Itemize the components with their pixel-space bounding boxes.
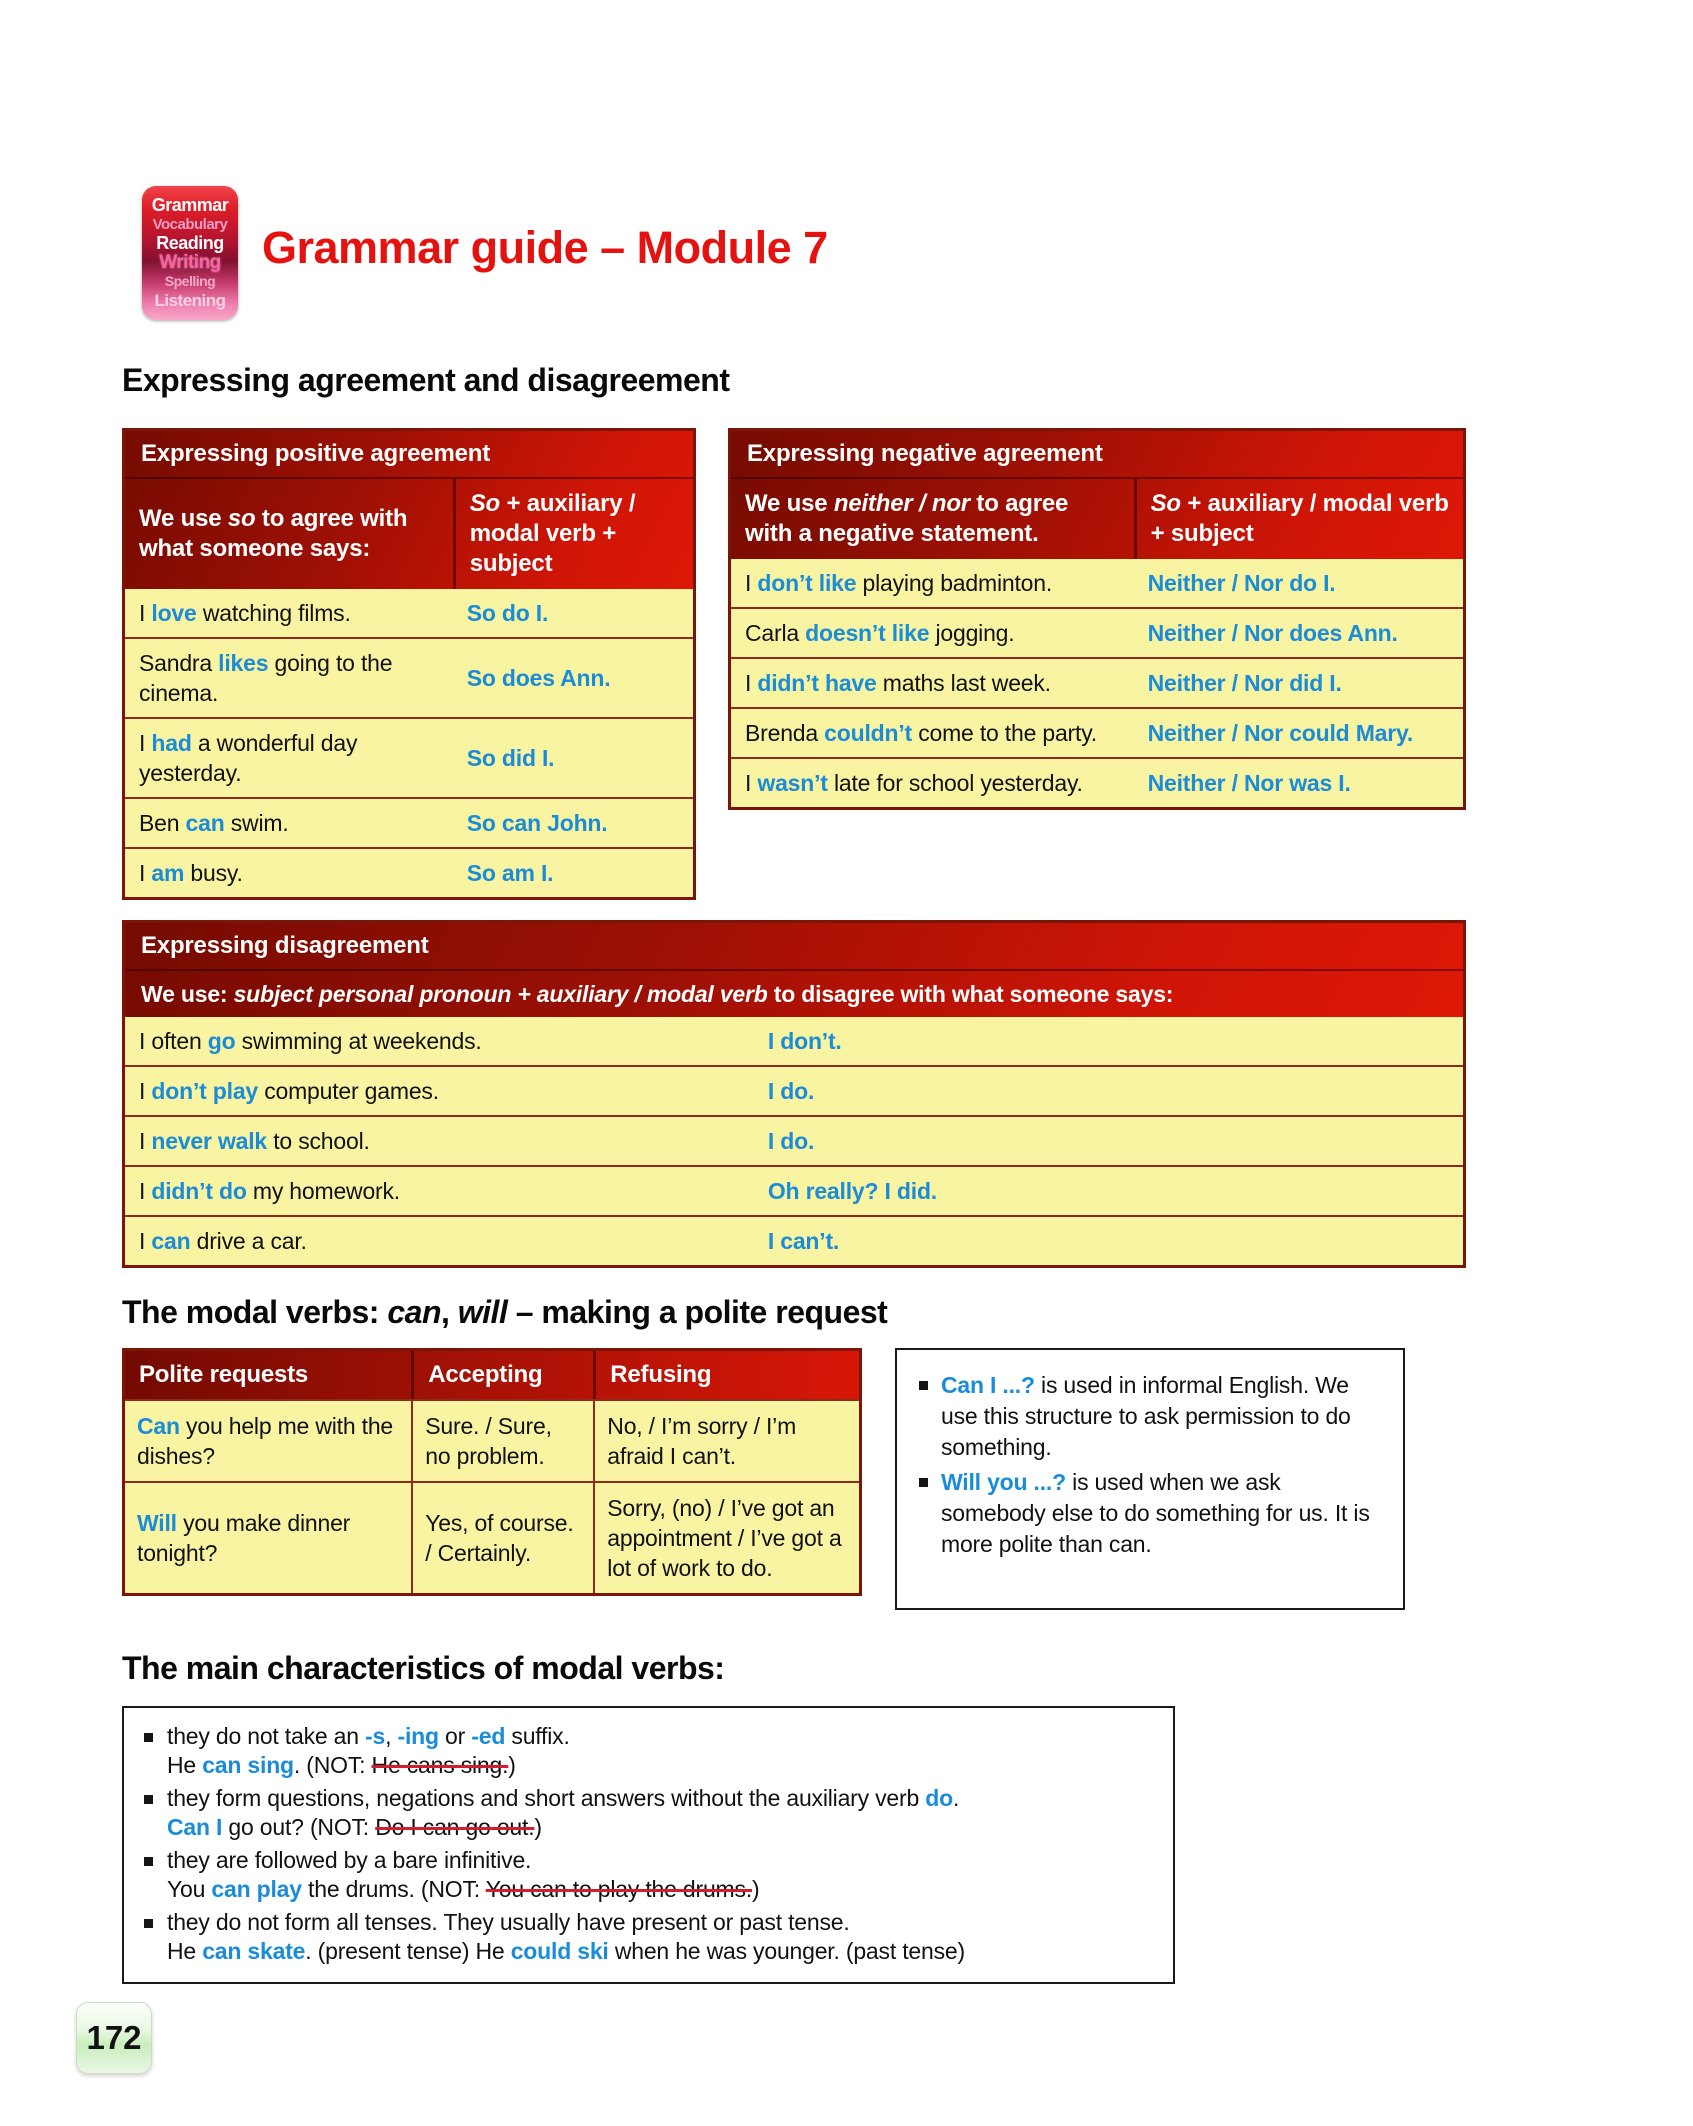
example-text: You can play the drums. (NOT: You can to play the drums.): [167, 1876, 760, 1902]
refusing-cell: No, / I’m sorry / I’m afraid I can’t.: [593, 1401, 859, 1481]
logo-word-listening: Listening: [154, 291, 226, 310]
table-row: [125, 797, 693, 847]
table-header: [731, 431, 1463, 559]
request-cell: Can you help me with the dishes?: [137, 1413, 394, 1469]
polite-request-table: [122, 1348, 862, 1596]
table-row: [125, 1215, 1463, 1265]
statement-cell: I wasn’t late for school yesterday.: [745, 770, 1083, 796]
accepting-cell: Sure. / Sure, no problem.: [411, 1401, 593, 1481]
table-title: Expressing negative agreement: [731, 431, 1463, 479]
response-cell: Neither / Nor was I.: [1147, 770, 1351, 796]
column-header-polite-requests: Polite requests: [139, 1361, 309, 1388]
column-header-refusing: Refusing: [593, 1351, 859, 1399]
response-cell: Neither / Nor do I.: [1147, 570, 1336, 596]
note-text: Will you ...? is used when we ask somebody else to do something for us. It is more polite than can.: [941, 1469, 1370, 1557]
characteristic-item: [144, 1784, 1153, 1842]
table-title: Expressing disagreement: [125, 923, 1463, 971]
example-text: He can sing. (NOT: He cans sing.): [167, 1752, 516, 1778]
rule-text: they do not take an -s, -ing or -ed suffix.: [167, 1723, 570, 1749]
table-row: [731, 707, 1463, 757]
logo-word-writing: Writing: [159, 252, 221, 273]
example-text: Can I go out? (NOT: Do I can go out.): [167, 1814, 542, 1840]
response-cell: I don’t.: [767, 1028, 842, 1054]
skills-logo: [142, 186, 238, 320]
rule-text: they do not form all tenses. They usually have present or past tense.: [167, 1909, 850, 1935]
logo-word-reading: Reading: [156, 233, 224, 253]
statement-cell: I didn’t do my homework.: [139, 1178, 400, 1204]
response-cell: Neither / Nor could Mary.: [1147, 720, 1414, 746]
logo-word-spelling: Spelling: [164, 273, 216, 289]
characteristic-item: [144, 1846, 1153, 1904]
modal-characteristics-box: [122, 1706, 1175, 1984]
table-row: [125, 637, 693, 717]
statement-cell: I don’t play computer games.: [139, 1078, 439, 1104]
statement-cell: I love watching films.: [139, 600, 351, 626]
table-header: [125, 431, 693, 589]
table-subtitle: We use: subject personal pronoun + auxiliary / modal verb to disagree with what someone says:: [141, 981, 1174, 1007]
statement-cell: I often go swimming at weekends.: [139, 1028, 482, 1054]
table-row: [125, 1017, 1463, 1065]
table-row: [125, 1399, 859, 1481]
response-cell: So does Ann.: [466, 665, 611, 691]
rule-text: they are followed by a bare infinitive.: [167, 1847, 532, 1873]
table-row: [125, 589, 693, 637]
response-cell: I can’t.: [767, 1228, 840, 1254]
table-header: [125, 923, 1463, 1017]
refusing-cell: Sorry, (no) / I’ve got an appointment / I’ve got a lot of work to do.: [593, 1483, 859, 1593]
statement-cell: I had a wonderful day yesterday.: [139, 730, 358, 786]
table-subheader-left: We use so to agree with what someone says:: [139, 505, 408, 562]
note-bullet: [919, 1370, 1381, 1463]
logo-word-grammar: Grammar: [151, 195, 229, 215]
accepting-cell: Yes, of course. / Certainly.: [411, 1483, 593, 1593]
table-row: [731, 757, 1463, 807]
disagreement-table: [122, 920, 1466, 1268]
request-cell: Will you make dinner tonight?: [137, 1510, 351, 1566]
rule-text: they form questions, negations and short answers without the auxiliary verb do.: [167, 1785, 960, 1811]
statement-cell: Ben can swim.: [139, 810, 289, 836]
usage-note-box: [895, 1348, 1405, 1610]
statement-cell: I don’t like playing badminton.: [745, 570, 1053, 596]
section-heading-agreement: Expressing agreement and disagreement: [122, 362, 730, 398]
section-heading-modal-verbs: The modal verbs: can, will – making a polite request: [122, 1294, 888, 1330]
response-cell: I do.: [767, 1078, 815, 1104]
table-subheader-right: So + auxiliary / modal verb + subject: [453, 479, 693, 589]
statement-cell: Carla doesn’t like jogging.: [745, 620, 1015, 646]
statement-cell: I can drive a car.: [139, 1228, 307, 1254]
table-header: [125, 1351, 859, 1399]
page-number-badge: 172: [76, 2002, 152, 2074]
square-bullet-icon: [144, 1857, 153, 1866]
square-bullet-icon: [919, 1478, 928, 1487]
statement-cell: I didn’t have maths last week.: [745, 670, 1051, 696]
response-cell: Oh really? I did.: [767, 1178, 937, 1204]
table-row: [731, 559, 1463, 607]
characteristic-item: [144, 1722, 1153, 1780]
statement-cell: Brenda couldn’t come to the party.: [745, 720, 1097, 746]
table-row: [731, 607, 1463, 657]
square-bullet-icon: [144, 1733, 153, 1742]
example-text: He can skate. (present tense) He could ski when he was younger. (past tense): [167, 1938, 965, 1964]
response-cell: Neither / Nor did I.: [1147, 670, 1342, 696]
response-cell: I do.: [767, 1128, 815, 1154]
section-heading-characteristics: The main characteristics of modal verbs:: [122, 1650, 725, 1686]
negative-agreement-table: [728, 428, 1466, 810]
logo-word-vocabulary: Vocabulary: [152, 216, 228, 233]
statement-cell: I am busy.: [139, 860, 243, 886]
positive-agreement-table: [122, 428, 696, 900]
table-title: Expressing positive agreement: [125, 431, 693, 479]
statement-cell: I never walk to school.: [139, 1128, 370, 1154]
characteristic-item: [144, 1908, 1153, 1966]
table-row: [731, 657, 1463, 707]
statement-cell: Sandra likes going to the cinema.: [139, 650, 393, 706]
note-text: Can I ...? is used in informal English. We use this structure to ask permission to do something.: [941, 1372, 1351, 1460]
square-bullet-icon: [919, 1381, 928, 1390]
table-subheader-left: We use neither / nor to agree with a negative statement.: [745, 490, 1069, 547]
response-cell: So can John.: [466, 810, 608, 836]
response-cell: So did I.: [466, 745, 555, 771]
table-row: [125, 1481, 859, 1593]
response-cell: So am I.: [466, 860, 554, 886]
square-bullet-icon: [144, 1795, 153, 1804]
table-row: [125, 1165, 1463, 1215]
square-bullet-icon: [144, 1919, 153, 1928]
table-row: [125, 1065, 1463, 1115]
table-row: [125, 1115, 1463, 1165]
column-header-accepting: Accepting: [411, 1351, 593, 1399]
note-bullet: [919, 1467, 1381, 1560]
table-row: [125, 717, 693, 797]
page-title: Grammar guide – Module 7: [262, 222, 828, 273]
response-cell: So do I.: [466, 600, 549, 626]
table-row: [125, 847, 693, 897]
table-subheader-right: So + auxiliary / modal verb + subject: [1134, 479, 1463, 559]
response-cell: Neither / Nor does Ann.: [1147, 620, 1398, 646]
